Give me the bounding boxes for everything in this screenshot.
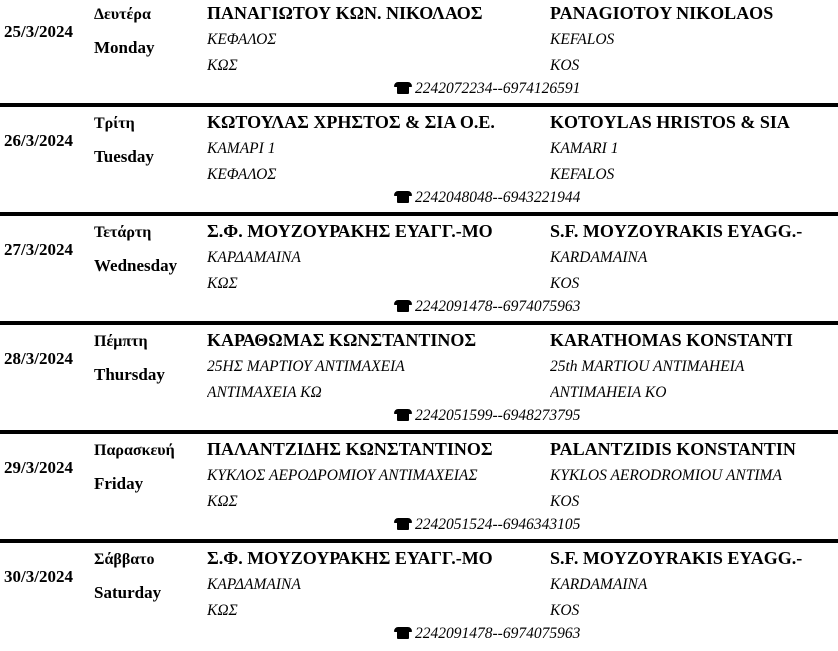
day-english: Tuesday [94, 147, 154, 166]
entry-date: 28/3/2024 [4, 349, 73, 368]
pharmacy-name-greek: ΚΩΤΟΥΛΑΣ ΧΡΗΣΤΟΣ & ΣΙΑ Ο.Ε. [207, 112, 495, 132]
city-greek: ΚΩΣ [207, 602, 238, 619]
pharmacy-name-english: PANAGIOTOY NIKOLAOS [550, 3, 774, 23]
entry-date: 25/3/2024 [4, 22, 73, 41]
pharmacy-name-greek: Σ.Φ. ΜΟΥΖΟΥΡΑΚΗΣ ΕΥΑΓΓ.-ΜΟ [207, 221, 493, 241]
pharmacy-name-english: KOTOYLAS HRISTOS & SIA [550, 112, 790, 132]
pharmacy-name-english: S.F. MOYZOYRAKIS EYAGG.- [550, 221, 803, 241]
address-english: 25th MARTIOU ANTIMAHEIA [550, 358, 745, 375]
address-greek: ΚΑΡΔΑΜΑΙΝΑ [207, 249, 301, 266]
pharmacy-name-greek: ΚΑΡΑΘΩΜΑΣ ΚΩΝΣΤΑΝΤΙΝΟΣ [207, 330, 477, 350]
city-english: ANTIMAHEIA KO [550, 384, 667, 401]
phone-line [394, 407, 580, 425]
day-greek: Σάββατο [94, 551, 155, 568]
day-greek: Τετάρτη [94, 224, 152, 241]
schedule-entry [0, 436, 838, 542]
phone-line [394, 80, 580, 98]
schedule-entry [0, 109, 838, 215]
phone-numbers: 2242048048--6943221944 [415, 189, 581, 206]
pharmacy-name-greek: ΠΑΝΑΓΙΩΤΟΥ ΚΩΝ. ΝΙΚΟΛΑΟΣ [207, 3, 483, 23]
address-english: KYKLOS AERODROMIOU ANTIMA [550, 467, 782, 484]
schedule-entry [0, 218, 838, 324]
telephone-icon [394, 300, 412, 312]
entry-divider [0, 103, 838, 107]
pharmacy-name-greek: Σ.Φ. ΜΟΥΖΟΥΡΑΚΗΣ ΕΥΑΓΓ.-ΜΟ [207, 548, 493, 568]
phone-numbers: 2242051599--6948273795 [415, 407, 581, 424]
telephone-icon [394, 82, 412, 94]
day-greek: Παρασκευή [94, 442, 175, 459]
address-greek: ΚΥΚΛΟΣ ΑΕΡΟΔΡΟΜΙΟΥ ΑΝΤΙΜΑΧΕΙΑΣ [207, 467, 478, 484]
entry-divider [0, 539, 838, 543]
telephone-icon [394, 627, 412, 639]
day-english: Monday [94, 38, 155, 57]
address-english: KARDAMAINA [550, 249, 648, 266]
address-greek: 25ΗΣ ΜΑΡΤΙΟΥ ΑΝΤΙΜΑΧΕΙΑ [207, 358, 405, 375]
city-english: KOS [550, 57, 580, 74]
schedule-entry [0, 0, 838, 106]
phone-numbers: 2242091478--6974075963 [415, 298, 581, 315]
city-english: KOS [550, 602, 580, 619]
pharmacy-name-english: KARATHOMAS KONSTANTI [550, 330, 793, 350]
city-greek: ΚΕΦΑΛΟΣ [207, 166, 277, 183]
phone-line [394, 298, 580, 316]
day-greek: Τρίτη [94, 115, 135, 132]
city-greek: ΚΩΣ [207, 57, 238, 74]
pharmacy-name-english: PALANTZIDIS KONSTANTIN [550, 439, 796, 459]
phone-numbers: 2242091478--6974075963 [415, 625, 581, 642]
entry-date: 29/3/2024 [4, 458, 73, 477]
pharmacy-name-greek: ΠΑΛΑΝΤΖΙΔΗΣ ΚΩΝΣΤΑΝΤΙΝΟΣ [207, 439, 493, 459]
schedule-entry [0, 327, 838, 433]
phone-line [394, 189, 580, 207]
entry-divider [0, 212, 838, 216]
entry-divider [0, 430, 838, 434]
day-greek: Πέμπτη [94, 333, 148, 350]
address-greek: ΚΕΦΑΛΟΣ [207, 31, 277, 48]
day-english: Friday [94, 474, 144, 493]
telephone-icon [394, 409, 412, 421]
phone-line [394, 625, 580, 643]
address-greek: ΚΑΜΑΡΙ 1 [207, 140, 276, 157]
telephone-icon [394, 518, 412, 530]
day-english: Wednesday [94, 256, 178, 275]
entry-date: 30/3/2024 [4, 567, 73, 586]
address-english: KAMARI 1 [550, 140, 619, 157]
address-english: KARDAMAINA [550, 576, 648, 593]
city-english: KOS [550, 493, 580, 510]
schedule-entry [0, 545, 838, 651]
phone-numbers: 2242072234--6974126591 [415, 80, 581, 97]
day-english: Saturday [94, 583, 162, 602]
entry-date: 27/3/2024 [4, 240, 73, 259]
city-greek: ΑΝΤΙΜΑΧΕΙΑ ΚΩ [207, 384, 322, 401]
address-english: KEFALOS [550, 31, 615, 48]
city-english: KEFALOS [550, 166, 615, 183]
entry-divider [0, 321, 838, 325]
city-greek: ΚΩΣ [207, 275, 238, 292]
phone-line [394, 516, 580, 534]
entry-date: 26/3/2024 [4, 131, 73, 150]
address-greek: ΚΑΡΔΑΜΑΙΝΑ [207, 576, 301, 593]
telephone-icon [394, 191, 412, 203]
phone-numbers: 2242051524--6946343105 [415, 516, 581, 533]
day-greek: Δευτέρα [94, 6, 151, 23]
city-greek: ΚΩΣ [207, 493, 238, 510]
day-english: Thursday [94, 365, 165, 384]
city-english: KOS [550, 275, 580, 292]
pharmacy-name-english: S.F. MOYZOYRAKIS EYAGG.- [550, 548, 803, 568]
